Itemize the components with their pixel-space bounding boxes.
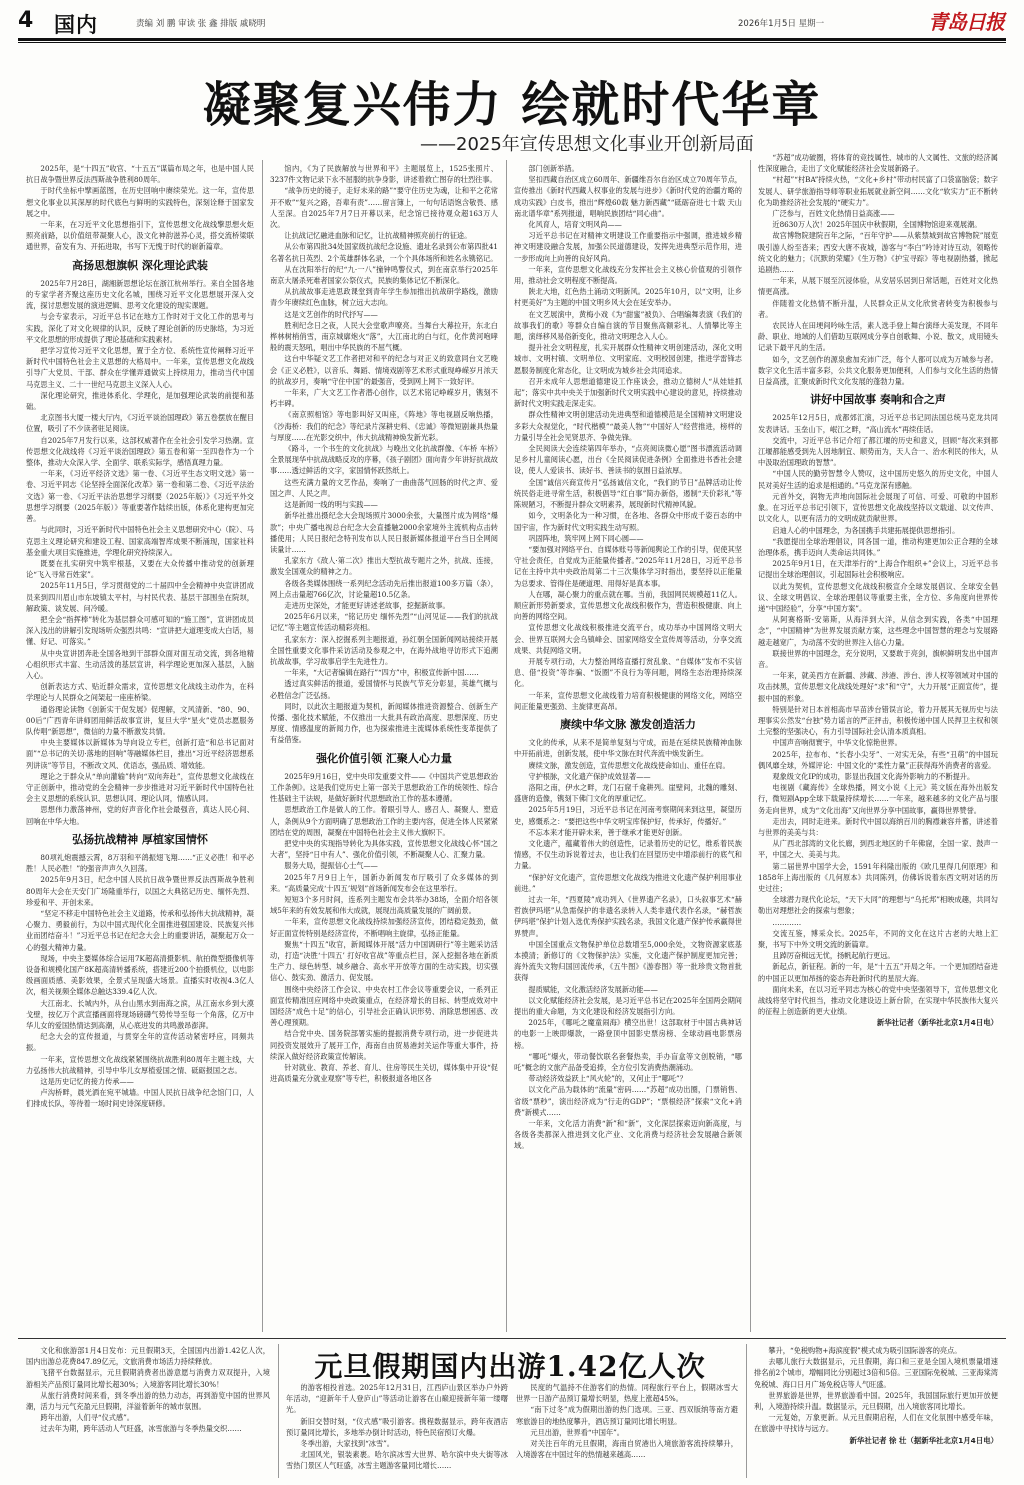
paragraph: 通俗理论读物《创新实干促发展》促理解，文风清新、“80、90、00后”广西青年讲师团用鲜活故事宣讲，复旦大学“星火”党员志愿服务队传唱“新思想”，微信的力量不断激发共情。	[26, 704, 254, 736]
paragraph: 联接世界的中国理念，充分说明，又要敢于亮剑，旗帜鲜明发出中国声音。	[758, 648, 998, 669]
paragraph: 2025年11月5日，学习贯彻党的二十届四中全会精神中央宣讲团成员来到四川眉山市东坡镇太平村，与村民代表、基层干部围坐在院坝，解政策、谈发展、问冷暖。	[26, 581, 254, 613]
paragraph: 宣传思想文化战线积极推进交流平台，成功举办中国网络文明大会、世界互联网大会乌镇峰会、国家网络安全宣传周等活动，分享交流成果、共促网络文明。	[514, 623, 742, 655]
byline: 新华社记者 徐 壮（据新华社北京1月4日电）	[849, 1435, 998, 1445]
paragraph: 观象级文化IP的成功，影显出我国文化海外影响力的不断提升。	[772, 771, 975, 781]
paragraph: 民度的气温持不住游客们的热情。同程旅行平台上，假期冰雪大世界一日游产品预订量增长明显，热度上涨超45%。	[516, 1383, 738, 1404]
paragraph: 新华社推出摄纪念大会现场照片3000余张，大量图片成为网络“爆款”；中央广播电视总台纪念大会直播触2000余家境外主流机构点击转播使用；人民日报纪念特刊发布以人民日报新媒体报道平台当日全网阅读量计……	[270, 511, 498, 554]
paragraph: 80项礼炮震撼云霄，8万羽和平鸽振翅飞翔……“正义必胜！和平必胜！人民必胜！”的强音声声久久回荡。	[26, 852, 254, 874]
paragraph: 文化的传承，从来不是简单复刻与守成，而是在延续民族精神血脉中开拓前进，创新发展，使中华文脉在时代奔流中焕发新生。	[514, 738, 742, 759]
paragraph: 冬季出游，大家找到“冰雪”。	[300, 1439, 394, 1449]
paragraph: 北国风光，银装素裹。哈尔滨冰雪大世界、哈尔滨中央大街等冰雪热门景区人气旺盛，冰雪主题游客量同比增长……	[286, 1450, 508, 1471]
paragraph: 洛阳之南，伊水之畔，龙门石窟千龛耕列。崖壁间，北魏的雕刻、盛唐的造像，镌刻下佛门文化的厚重记忆。	[514, 782, 742, 804]
bottom-column-3	[516, 1382, 738, 1477]
paragraph: 这是新闻一线的明与实践——	[284, 500, 378, 510]
paragraph: 启迪人心的中国理念，为各国携手共建拓展提供思想指引。	[772, 525, 960, 535]
staff-credits: 责编 刘 鹏 审读 张 鑫 排版 戚晓明	[136, 19, 266, 29]
paragraph: 理论之于群众从“单向灌输”转向“双向奔赴”，宣传思想文化战线在守正创新中，推动党的全会精神一步步推进对习近平新时代中国特色社会主义思想的系统认识、思想认同、理论认同，情感认同。	[26, 771, 254, 804]
paragraph: 世界旅游是世界，世界旅游看中国。2025年，我国国际旅行更加开放便利，入境游持续升温。数据显示，元旦假期，出入境旅客同比增长。	[754, 1390, 998, 1412]
paragraph: 2025年9月1日，在天津举行的“上海合作组织+”会议上，习近平总书记提出全球治理倡议，引起国际社会积极响应。	[758, 559, 998, 580]
paragraph: 2025年7月28日，湖湘新思想论坛在浙江杭州举行。来自全国各地的专家学者齐聚这座历史文化名城，围绕习近平文化思想展开深入交流，探讨思想发展的演进逻辑、思考文化建设的现实课题。	[26, 278, 254, 311]
paragraph: 从抗战故事走进思政课堂到青年学生参加推出抗战研学路线，激励青少年赓续红色血脉，树立远大志向。	[270, 287, 498, 308]
paragraph: 伴随着文化热情不断升温，人民群众正从文化欣赏者转变为积极参与者。	[758, 298, 998, 319]
paragraph: 思想政治工作是做人的工作。着眼引导人、感召人、凝聚人、塑造人，条例从9个方面明确了思想政治工作的主要内容，促进全体人民紧紧团结在党的周围，凝聚在中国特色社会主义伟大旗帜下。	[270, 805, 498, 837]
paragraph: 交流中，习近平总书记介绍了都江堰的历史和意义，回顾“每次来到都江堰都能感受到先人因地制宜、顺势而为，天人合一、治水利民的伟大，从中汲取治国理政的智慧”。	[758, 435, 998, 468]
paragraph: 服务大局，提振信心士气——	[284, 861, 378, 871]
masthead	[18, 6, 1006, 40]
page-number: 4	[18, 8, 34, 33]
paragraph: “南下过冬”成为假期出游的热门选项。三亚、西双版纳等南方避寒旅游目的地热度攀升，酒店预订量同比增长明显。	[516, 1405, 738, 1426]
paragraph: 从阿赛格斯-安第斯，从海洋到大洋，从信念到实践，各类“中国理念”，“中国精神”为世界发展贡献方案，这些理念中国智慧的理念与发展路越走越宽广，为动荡不安的世界注入信心力量。	[758, 615, 998, 647]
paragraph: 一年来，宣传思想文化战线着力培育积极健康的网络文化，网络空间正能量更强劲、主旋律更高昂。	[514, 690, 742, 711]
paragraph: 全国“诚信兴商宣传月”弘扬诚信文化，“我们的节日”品牌活动让传统民俗走进寻常生活，积极倡导“红白事”简办新俗，遏制“天价彩礼”等陈规陋习，不断提升群众文明素养，展现新时代精神风貌。	[514, 477, 742, 510]
paragraph: 从公布第四批34处国家级抗战纪念设施、遗址名录到公布第四批41名著名抗日英烈、2个英雄群体名录，一个个具体场所和姓名永镌铭记。	[270, 242, 498, 263]
paragraph: 全民阅读大会连续第四年举办，“点亮阅读微心愿”图书漂流活动调足乡村儿童阅读心愿，出台《全民阅读促进条例》全面推进书香社会建设，使人人爱读书、读好书、善读书的氛围日益浓厚。	[514, 444, 742, 476]
paragraph: 人在哪，凝心聚力的重点就在哪。当前，我国网民规模超11亿人。顺应新形势新要求，宣传思想文化战线积极作为，营造积极健康、向上向善的网络空间。	[514, 589, 742, 622]
paragraph: “村超”“村BA”持续火热，“文化+乡村”带动村民富了口袋富脑袋；数字发展人、研学旅游指导师等职业拓展就业新空间……文化“软实力”正不断转化为助推经济社会发展的“硬实力”。	[758, 175, 998, 207]
column-divider	[262, 160, 263, 1332]
paragraph: 同时，以此次主题报道为契机，新闻媒体推进资源整合、创新生产传播、强化技术赋能，不仅推出一大批具有政治高度、思想深度、历史厚度、情感温度的新闻力作，也为探索推进主流媒体系统性变革提供了有益借鉴。	[270, 701, 498, 745]
column-divider	[750, 160, 751, 1332]
paragraph: “苏超”成功破圈，将体育的竞技属性、城市的人文属性、文旅的经济属性深度融合，走出了文化赋能经济社会发展新路子。	[758, 153, 998, 174]
paragraph: 化风育人，培育文明风尚——	[528, 220, 622, 230]
masthead-rule	[18, 38, 1006, 41]
paragraph: 与此同时，习近平新时代中国特色社会主义思想研究中心（院）、马克思主义理论研究和建设工程、国家高端智库成果不断涌现，国家社科基金重大项目实施推进，学理化研究持续深入。	[26, 525, 254, 557]
paragraph: 陕北大地，红色热土涌动文明新风。2025年10月，以“文明，让乡村更美好”为主题的中国文明乡风大会在延安举办。	[514, 287, 742, 308]
paragraph: 与会专家表示，习近平总书记在地方工作时对于文化工作的思考与实践，深化了对文化规律的认识，反映了理论创新的历史脉络，为习近平文化思想的形成提供了理论基础和实践素材。	[26, 312, 254, 344]
paragraph: 从旅行消费时间来看，到冬季出游的热力动态，再到游览中国的世界风潮，活力与元气充盈元旦假期，洋溢着新年的城市氛围。	[26, 1390, 270, 1412]
masthead-rule-thin	[18, 42, 1006, 43]
paragraph: 走出去，同时走进来。新时代中国以海纳百川的胸襟兼容并蓄，讲述着与世界的美美与共：	[758, 816, 998, 837]
paragraph: 从中央宣讲团奔赴全国各地到干部群众面对面互动交流，到各地精心组织形式丰富、生动活泼的基层宣讲，科学理论更加深入基层，入脑入心。	[26, 648, 254, 680]
paragraph: 2025年，拉布布、“长春小尖牙”、一对实无朵，有些“丑萌”的中国玩偶风靡全球，外媒评论：中国文化的“柔性力量”正获得海外消费者的喜爱。	[758, 749, 998, 770]
paragraph: “战争历史的镜子，走好未来的路”“要守住历史为魂，让和平之花常开不败”“复兴之路，吾辈有责”……留言簿上，一句句话语饱含敬畏、感人至深。自2025年7月7日开幕以来，纪念馆已接待观众超163万人次。	[270, 186, 498, 230]
paragraph: 赓续文脉，激发创造，宣传思想文化战线使命如山、重任在肩。	[528, 760, 730, 770]
paragraph: 面向未来，在以习近平同志为核心的党中央坚强领导下，宣传思想文化战线将坚守时代担当，推动文化建设迈上新台阶，在实现中华民族伟大复兴的征程上创造新的更大业绩。	[758, 984, 998, 1017]
paragraph: 第二届世界中国学大会，1591年科隆出版的《欧几里得几何原理》和1858年上海出版的《几何原本》共同陈列，仿佛诉说着东西文明对话的历史过往；	[758, 861, 998, 893]
paragraph: 中国全国重点文物保护单位总数增至5,000余处，文物资源家底基本摸清；新修订的《文物保护法》实施，文化遗产保护制度更加完善；海外流失文物归国回流传承，《五牛图》《游春图》等一批珍贵文物首批获得	[514, 939, 742, 983]
paragraph: 围绕中央经济工作会议、中央农村工作会议等重要会议，一系列正面宣传精准回应网络中央政策重点，在经济增长的目标、转型成效对中国经济“成色十足”的信心，引导社会正确认识形势、消除思想困惑、改善心理预期。	[270, 984, 498, 1028]
paragraph: 从广西北部湾的文化长廊，到西北地区的千年佛窟，全国一家、鼓声一平，中国之大、美美与共。	[758, 839, 998, 860]
issue-date: 2026年1月5日 星期一	[738, 19, 825, 29]
paragraph: 交流互鉴，博采众长。2025年，不同的文化在这片古老的大地上汇聚，书写下中外文明交流的新篇章。	[758, 928, 998, 950]
paragraph: 一元复始，万象更新。从元旦假期启程，人们在文化氛围中感受年味，在旅游中寻找诗与远方。	[754, 1413, 998, 1434]
section-name: 国内	[54, 13, 98, 37]
paragraph: 深化理论研究，推进体系化、学理化，是加强理论武装的前提和基础。	[26, 390, 254, 412]
paragraph: 不忘本来才能开辟未来，善于继承才能更好创新。	[528, 827, 687, 837]
paragraph: 把党中央的实现指导转化为具体实践，宣传思想文化战线心怀“国之大者”，坚持“日中有人”、强化价值引领，不断凝聚人心、汇聚力量。	[270, 838, 498, 860]
paragraph: 纪念大会的宣传报道，与贯穿全年的宣传活动紧密呼应，同频共振。	[26, 1032, 254, 1053]
paragraph: 巩固阵地，筑牢网上网下同心圆——	[528, 533, 644, 543]
paragraph: 飞猪平台数据显示，元旦假期消费者出游意愿与消费力双双提升，入境游相关产品预订量同比增长超30%；入境游客同比增长30%！	[26, 1368, 270, 1389]
section-title: 高扬思想旗帜 深化理论武装	[72, 258, 208, 272]
paragraph: 中国声音响彻寰宇，中华文化惊艳世界。	[772, 738, 902, 748]
paragraph: 农民诗人在田埂间吟咏生活，素人选手登上舞台演绎大美发现，不同年龄、职业、地域的人们借助互联网成分享自创歌舞、小说、散文，成用镜头记录下最平凡的生活。	[758, 321, 998, 353]
paragraph: 以文化赋能经济社会发展，是习近平总书记在2025年全国两会期间提出的重大命题，为文化建设和经济发展指引方向。	[514, 995, 742, 1017]
paragraph: 2025年，《哪吒之魔童闹海》横空出世！这部取材于中国古典神话的电影一上映即爆款，一路登顶中国影史票房榜、全球动画电影票房榜。	[514, 1018, 742, 1050]
paragraph: 既要在扎实研究中筑牢根基，又要在大众传播中推动党的创新理论“飞入寻常百姓家”。	[26, 558, 254, 580]
paragraph: 在文艺展演中，黄梅小戏《为“甜蜜”被负》、合唱编舞表演《我们的故事我们的歌》等群众自编自演的节目聚焦高额彩礼、人情攀比等主题，演绎移风易俗新变化，推动文明理念入人心。	[514, 309, 742, 342]
column-divider	[506, 160, 507, 1332]
paragraph: 《路斗，一个书生的文化抗战》与晚出文化抗战群像、《车桥 车桥》全景展现华中抗战战略反攻的序幕，《孩子剧团》面向青少年讲好抗战故事……透过鲜活的文字，家国情怀跃然纸上。	[270, 444, 498, 476]
paragraph: 对关注百年的元旦假期，海南自贸港出入境旅游客流持续攀升，入境游客在中国过年的热情越来越高……	[516, 1439, 738, 1460]
paragraph: 如今，文艺创作的源泉愈加充沛广泛，每个人都可以成为万城参与者。数字文化生活丰富多彩，公共文化服务更加便利，人们参与文化生活的热情日益高涨，汇聚成新时代文化发展的蓬勃力量。	[758, 354, 998, 387]
paragraph: 聚焦“十四五”收官，新闻媒体开展“活力中国调研行”等主题采访活动，打造“决胜‘十四五’ 打好收官战”等重点栏目，深入挖掘各地在新质生产力、绿色转型、城乡融合、高水平开放等方面的生动实践，切实强信心、鼓实劲、激活力、促发展。	[270, 939, 498, 983]
paragraph: 提升社会文明程度，扎实开展群众性精神文明创建活动，深化文明城市、文明村镇、文明单位、文明家庭、文明校园创建，推进学雷锋志愿服务制度化常态化，让文明成为城乡社会共同追求。	[514, 343, 742, 375]
paragraph: 以文化产品为载体的“流量”密码……“苏超”成功出圈，门票销售、省级“票秒”，演出经济成为“行走的GDP”；“票根经济”探索“文化+消费”新模式……	[514, 1085, 742, 1117]
paragraph: 大江南北、长城内外，从台山黑水到南海之滨，从江南水乡到大漠戈壁，按亿万个武宣播画面将现场磅礴气势传导至每一个角落，亿万中华儿女的爱国热情达到高潮，从心底进发的共鸣激昂澎湃。	[26, 998, 254, 1031]
paragraph: 坚扣西藏自治区成立60周年、新疆维吾尔自治区成立70周年节点，宣传推出《新时代西藏人权事业的发展与进步》《新时代党的治疆方略的成功实践》白皮书，推出“辉煌60载 魅力新西藏”“砥砺奋进七十载 天山南北谱华章”系列报道，唱响民族团结“同心曲”。	[514, 175, 742, 218]
paragraph: 2025年9月16日，党中央印发重要文件——《中国共产党思想政治工作条例》。这是我们党历史上第一部关于思想政治工作的统领性、综合性基础主干法规，是做好新时代思想政治工作的基本遵循。	[270, 771, 498, 804]
bottom-column-1	[26, 1345, 270, 1477]
paragraph: 胜利纪念日之夜，人民大会堂歌声嘹亮。当舞台大幕拉开，东北白桦林树梢俏雪，南京城廓炮火“落”，大江南北的白与红，化作黄河咆哮般的震天怒吼，唱出中华民族的不屈气概。	[270, 320, 498, 353]
paragraph: 馆内，《为了民族解放与世界和平》主题展览上，1525张照片、3237件文物记录下永不屈服的抗争身影，讲述着救亡图存的壮烈往事。	[270, 164, 498, 185]
column-divider	[746, 1344, 747, 1478]
paragraph: “中国人民的勤劳智慧令人赞叹，这中国历史悠久的历史文化，中国人民对美好生活的追求是相通的。”马克龙深有感触。	[758, 469, 998, 490]
paragraph: 2025年12月5日，成都郊汇演，习近平总书记同法国总统马克龙共同发表讲话。玉垒山下，岷江之畔，“高山流水”再续佳话。	[758, 413, 998, 434]
paragraph: 现场，中央主要媒体综合运用7K超高清摄影机、航拍微型摄像机等设备和规模化国产8K超高清转播系统，搭建近200个拍摄机位，以电影级画面质感、美影效果，全景式呈现盛大场景。直播实时收视4.3亿人次，相关视频全媒体总触达339.4亿人次。	[26, 953, 254, 997]
paragraph: 2025年，是“十四五”收官、“十五五”谋篇布局之年，也是中国人民抗日战争暨世界反法西斯战争胜利80周年。	[26, 164, 254, 185]
paragraph: 孔家东方《敌人·第二次》推出大型抗战专题片之外，抗战、连接，激发全国观众的精神之力。	[270, 556, 498, 577]
article-column-4	[758, 152, 998, 1335]
article-column-1	[26, 163, 254, 1335]
paragraph: 一年来，就美西方在新疆、涉藏、涉港、涉台、涉人权等领域对中国的攻击抹黑，宣传思想文化战线处理好“求”和“守”，大力开展“正面宣传”，提振中国的形象。	[758, 671, 998, 703]
paragraph: 短短3个多月时间，连系列主题发布会共举办38场，全面介绍各领域5年来的有效发展和伟大成就，展现出高质量发展的广阔前景。	[270, 895, 498, 916]
paragraph: 一年来，《习近平经济文选》第一卷、《习近平生态文明文选》第一卷、习近平同志《论坚持全面深化改革》第一卷和第二卷、《习近平法治文选》第一卷、《习近平法治思想学习纲要（2025年版）》《习近平外交思想学习纲要（2025年版）》等重要著作陆续出版，体系化建构更加完善。	[26, 469, 254, 524]
paragraph: 习近平总书记在对精神文明建设工作重要指示中强调，推进城乡精神文明建设融合发展，加强公民道德建设，发挥先进典型示范作用，进一步形成向上向善的良好风尚。	[514, 231, 742, 263]
paragraph: 开展专项行动，大力整治网络直播打赏乱象、“自媒体”发布不实信息、借“投资”等诈骗、“饭圈”不良行为等问题，网络生态治理持续深化。	[514, 656, 742, 689]
section-title: 强化价值引领 汇聚人心力量	[316, 751, 452, 765]
paragraph: 守护根脉，文化遗产保护成效显著——	[528, 771, 651, 781]
section-title: 弘扬抗战精神 厚植家国情怀	[72, 832, 208, 846]
second-headline: 元旦假期国内出游1.42亿人次	[314, 1350, 706, 1383]
article-column-3	[514, 163, 742, 1335]
paragraph: 以此为契机，宣传思想文化战线积极宣介全球发展倡议、全球安全倡议、全球文明倡议、全球治理倡议等重要主张，全方位、多角度向世界传递“中国经验”，分享“中国方案”。	[758, 581, 998, 613]
paragraph: 文化和旅游部1月4日发布：元旦假期3天，全国国内出游1.42亿人次，国内出游总花费847.89亿元，文旅消费市场活力持续释放。	[26, 1346, 270, 1367]
paragraph: 过去年为期，跨年活动人气旺盛，冰雪旅游与冬季热量交织……	[40, 1424, 242, 1434]
article-column-2	[270, 163, 498, 1335]
paragraph: 的游客相投首选。2025年12月31日，江西庐山景区举办户外跨年活动，“迎新年千人登庐山”等活动让游客在山巅迎接新年第一缕曙光。	[286, 1383, 508, 1415]
paragraph: 过去一年，“西夏陵”成功列入《世界遗产名录》，口头叙事艺术“赫哲族伊玛堪”从急需保护的非遗名录转入人类非遗代表作名录，“赫哲族伊玛堪”保护计划入选优秀保护实践名录，我国文化遗产保护传承赢得世界赞声。	[514, 895, 742, 938]
bottom-column-4	[754, 1345, 998, 1477]
paragraph: 一年来，宣传思想文化战线紧紧围绕抗战胜利80周年主题主线，大力弘扬伟大抗战精神，引导中华儿女厚植爱国之情、砥砺报国之志。	[26, 1054, 254, 1075]
paragraph: 一年来，宣传思想文化战线持续加强经济宣传，团结稳定鼓劲，做好正面宣传特别是经济宣传，不断唱响主旋律，弘扬正能量。	[270, 917, 498, 938]
paragraph: 新旧交替时刻，“仪式感”吸引游客。携程数据显示，跨年夜酒店预订量同比增长，多地举办倒计时活动，特色民宿预订火爆。	[286, 1416, 508, 1437]
paragraph: 2025年6月以来，“铭记历史 缅怀先烈”“山河见证——我们的抗战记忆”等主题宣传活动精彩亮相。	[270, 612, 498, 633]
paragraph: 文化遗产，蕴藏着伟大的创造性，记录着历史的记忆，维系着民族情感，不仅生动诉说着过去，也让我们在回望历史中增添前行的底气和力量。	[514, 838, 742, 871]
paragraph: 一年来，文化活力消费“新”和“新”，文化深层探索迈向新高度，与各级各类都深入推进到文化产业、文化消费与经济社会发展融合新领域。	[514, 1119, 742, 1151]
paragraph: “要加强对网络平台、自媒体账号等新闻舆论工作的引导，促使其坚守社会责任，自觉成为正能量传播者。”2025年11月28日，习近平总书记在主持中共中央政治局第二十三次集体学习时指出，要坚持以正能量为总要求、管得住是硬道理、用得好是真本事。	[514, 544, 742, 588]
paragraph: 去哪儿旅行大数据显示，元旦假期，海口和三亚是全国入境机票量增速排名前2个城市，增幅同比分别超过3倍和5倍。三亚国际免税城、三亚海棠湾免税城、海口日月广场免税店等人气旺盛。	[754, 1357, 998, 1389]
paragraph: 一年来，宣传思想文化战线充分发挥社会主义核心价值观的引领作用，推动社会文明程度不断提高。	[514, 264, 742, 286]
paragraph: 故宫博物院建院百年之际，“百年守护——从紫禁城到故宫博物院”展览吸引游人纷至沓来；西安大唐不夜城，游客与“李白”吟诗对诗互动，领略传统文化的魅力；《沉默的荣耀》《生万物》《护宝寻踪》等电视剧热播，掀起追剧热……	[758, 231, 998, 275]
paragraph: 一年来，广大文艺工作者潜心创作，以艺术铭记峥嵘岁月，镌刻不朽丰碑。	[270, 388, 498, 409]
paragraph: 跨年出游，人们寻“仪式感”。	[40, 1413, 134, 1423]
paragraph: 元旦出游，世界看“中国年”。	[530, 1427, 624, 1437]
paragraph: 提质赋能，文化激活经济发展新动能——	[528, 984, 658, 994]
paragraph: 这些充满力量的文艺作品，奏响了一曲曲荡气回肠的时代之声、爱国之声、人民之声。	[270, 477, 498, 498]
paragraph: 这台中华疑文艺工作者把对和平的纪念与对正义的致意同台文艺晚会《正义必胜》，以音乐、舞蹈、情境戏剧等艺术形式重现峥嵘岁月浓天的抗战岁月，奏响“守住中国”的最强音，受到网上网下一致好评。	[270, 354, 498, 386]
paragraph: 攀升，“免税购物+海滨度假”模式成为吸引国际游客的亮点。	[768, 1346, 962, 1355]
paragraph: “哪吒”爆火，带动餐饮联名套餐热卖，手办盲盒等文创脱销，“哪吒”概念的文旅产品备受追捧，全方位引发消费热潮涌动。	[514, 1051, 742, 1073]
paragraph: 中央主要媒体以新媒体为导向设立专栏，创新打造“和总书记面对面”“总书记的关切·落地的回响”等融媒体栏目，推出“习近平经济思想系列讲读”等节目，不断改文风、优语态，强品质、增效能。	[26, 738, 254, 770]
paragraph: 针对就业、教育、养老、育儿、住房等民生关切，媒体集中开设“促进高质量充分就业观察”等专栏，积极报道各地区各	[270, 1063, 498, 1084]
paragraph: 从在沈阳举行的纪“九·一八”撞钟鸣警仪式，到在南京举行2025年南京大屠杀死难者国家公祭仪式，民族的集体记忆不断深化。	[270, 264, 498, 286]
paragraph: 自2025年7月发行以来，这部权威著作在全社会引发学习热潮。宣传思想文化战线将《习近平谈治国理政》第五卷和第一至四卷作为一个整体，推动大众深入学、全面学、联系实际学，感悟真理力量。	[26, 435, 254, 468]
paragraph: 2025年7月9日上午，国新办新闻发布厅吸引了众多媒体的到来。“高质量完成‘十四五’规划”首场新闻发布会在这里举行。	[270, 872, 498, 893]
paragraph: 创新表达方式、贴近群众需求，宣传思想文化战线主动作为，在科学理论与人民群众之间架起一座座桥梁。	[26, 682, 254, 703]
paragraph: 新起点，新征程。新的一年，是“十五五”开局之年。一个更加团结奋进的中国正以更加昂扬的姿态奔赴新时代的星辰大海。	[758, 962, 998, 983]
paragraph: 思想伟力激荡神州，党的好声音化作社会最强音，真达人民心间、回响在中华大地。	[26, 805, 254, 826]
paragraph: 近8630万人次！2025年国庆中秋假期，全国博物馆迎来观展潮。	[772, 220, 982, 230]
paragraph: 部门创新举措。	[528, 164, 579, 173]
paragraph: 把学习宣传习近平文化思想，置于全方位、系统性宣传阐释习近平新时代中国特色社会主义思想的大格局中。一年来，宣传思想文化战线引导广大党员、干部、群众在学懂弄通做实上持续用力，推动当代中国马克思主义、二十一世纪马克思主义深入人心。	[26, 346, 254, 389]
article-separator	[18, 1338, 1006, 1339]
paragraph: 各级各类媒体围绕一系列纪念活动先后推出报道100多万篇（条），网上点击量超766亿次，讨论量超10.5亿条。	[270, 578, 498, 599]
paragraph: 2025年5月19日，习近平总书记在河南考察期间来到这里，凝望历史，感慨系之：“要把这些中华文明宝库保护好，传承好，传播好。”	[514, 805, 742, 826]
paragraph: 如今，文明条化为一种习惯，在各地、各群众中形成千姿百态的中国宇宙，作为新时代文明实践生动写照。	[514, 511, 742, 532]
paragraph: 卢沟桥畔，晨光洒在宛平城墙。中国人民抗日战争纪念馆门口，人们排成长队，等待着一场时间史诗深度研修。	[26, 1088, 254, 1109]
paragraph: 让抗战记忆融进血脉和记忆，让抗战精神照亮前行的征途。	[284, 231, 472, 241]
paragraph: 带动经济效益跃上“风火轮”的，又何止于“哪吒”？	[528, 1074, 687, 1084]
paragraph: 透过真实鲜活的报道，爱国情怀与民族气节充分彰显，英雄气概与必胜信念广泛弘扬。	[270, 679, 498, 700]
paragraph: 且踔厉奋楫远无忧，扬帆起航行更远。	[772, 951, 895, 961]
paragraph: 《南京照相馆》等电影叫好又叫座，《阵地》等电视剧反响热播，《沙海桥：我们的纪念》等纪录片深耕史料、《忠诚》等微短剧兼具热量与厚度……在光影交织中，伟大抗战精神焕发新光彩。	[270, 410, 498, 442]
paragraph: 这是文艺创作的时代抒写——	[284, 309, 378, 319]
section-title: 讲好中国故事 奏响和合之声	[810, 393, 946, 407]
paragraph: 一年来，从展下展至沉浸体验，从安居乐居到日常话题，百姓对文化热情更高涨。	[758, 276, 998, 297]
paragraph: 这是历史记忆的接力传承——	[40, 1077, 134, 1087]
paragraph: 一年来，在习近平文化思想指引下，宣传思想文化战线擎思想火炬照亮前路，以价值纽带凝聚人心，汲文化神韵滋养心灵，搭交流桥梁联通世界，奋发有为、开拓进取，书写下无愧于时代的崭新篇章。	[26, 220, 254, 252]
paragraph: 于时代坐标中擘画蓝图，在历史回响中赓续荣光。这一年，宣传思想文化事业以其深厚的时代底色与鲜明的实践特色，深刻诠释于国家发展之中。	[26, 186, 254, 218]
paragraph: 一年来，“大记者编辑在路行”“四方”中，积极宣传新中国……	[284, 668, 479, 678]
newspaper-logo: 青岛日报	[928, 10, 1004, 34]
paragraph: 全球潜力现代化论坛，“天下大同”的理想与“乌托邦”相映成趣，共同勾勒出对理想社会的探索与想象；	[758, 895, 998, 916]
main-subheadline: ——2025年宣传思想文化事业开创新局面	[420, 134, 754, 155]
paragraph: 结合党中央、国务院部署实施的提振消费专项行动，进一步促进共同投资发展效升了展开工作，海南自由贸易港封关运作等重大事件，持续深入做好经济政策宣传解读。	[270, 1029, 498, 1061]
paragraph: 2025年9月3日，纪念中国人民抗日战争暨世界反法西斯战争胜利80周年大会在天安门广场隆重举行，以国之大典铭记历史、缅怀先烈、珍爱和平、开创未来。	[26, 875, 254, 907]
paragraph: “我愿提出全球治理倡议，同各国一道，推动构建更加公正合理的全球治理体系，携手迈向人类命运共同体。”	[758, 536, 998, 557]
paragraph: 广泛参与，百姓文化热情日益高涨——	[772, 209, 895, 219]
paragraph: 召开未成年人思想道德建设工作座谈会，推动立德树人“从娃娃抓起”；落实中共中央关于加强新时代文明实践中心建设的意见，持续推动新时代文明实践走深走实。	[514, 376, 742, 409]
bottom-column-2	[286, 1382, 508, 1477]
paragraph: “坚定不移走中国特色社会主义道路，传承和弘扬伟大抗战精神，凝心聚力、勇毅前行，为以中国式现代化全面推进强国建设、民族复兴伟业而团结奋斗！”习近平总书记在纪念大会上的重要讲话，凝聚起万众一心的强大精神力量。	[26, 909, 254, 952]
column-divider	[278, 1344, 279, 1478]
paragraph: 群众性精神文明创建活动先进典型和道德模范是全国精神文明建设多彩大众视觉化，“时代楷模”“最美人物”“中国好人”经营推进，榜样的力量引导全社会见贤思齐、争做先锋。	[514, 410, 742, 442]
paragraph: 电视剧《藏海传》全球热播，网文小说《上元》英文版在海外出版发行，微短剧App全球下载量持续增长……一年来，越来越多的文化产品与服务走向世界，成为“文化出海”又向世界分享中国故事，赢得世界赞誉。	[758, 783, 998, 815]
paragraph: 走进历史深处，才能更好讲述老故事，挖掘新故事。	[284, 600, 450, 610]
section-title: 赓续中华文脉 激发创造活力	[560, 717, 696, 731]
paragraph: 特别是针对日本首相高市早苗涉台错误言论，着力开展其无视历史与法理事实公然发“台独”势力谣言的严正抨击，积极传递中国人民捍卫主权和领土完整的坚强决心，有力引导国际社会认清本质真相。	[758, 704, 998, 737]
paragraph: 北京图书大厦一楼大厅内，《习近平谈治国理政》第五卷摆放在醒目位置，吸引了不少读者驻足阅读。	[26, 413, 254, 434]
byline: 新华社记者（新华社北京1月4日电）	[876, 1018, 998, 1028]
paragraph: 把全会“指挥棒”转化为基层群众可感可知的“施工图”，宣讲团成员深入浅出的讲解引发现场听众强烈共鸣：“宣讲把大道理变成大白话，易懂、好记、可落实。”	[26, 614, 254, 647]
main-headline: 凝聚复兴伟力 绘就时代华章	[202, 77, 822, 133]
paragraph: “保护好文化遗产，宣传思想文化战线为推进文化遗产保护利用事业前进。”	[514, 872, 742, 893]
paragraph: 元首外交，润物无声地向国际社会展现了可信、可爱、可敬的中国形象。在习近平总书记引领下，宣传思想文化战线坚持以文载道、以文传声、以文化人，以更有活力的文明成就贡献世界。	[758, 491, 998, 524]
paragraph: 孔家东方：深入挖掘系列主题报道，孙红朝全国新闻网站接续开展全国性重要文化事件采访活动及参观之中，在海外战地寻访形式下追溯抗战故事，学习故事启学生先进性力。	[270, 634, 498, 666]
paragraph: …………	[772, 917, 802, 927]
